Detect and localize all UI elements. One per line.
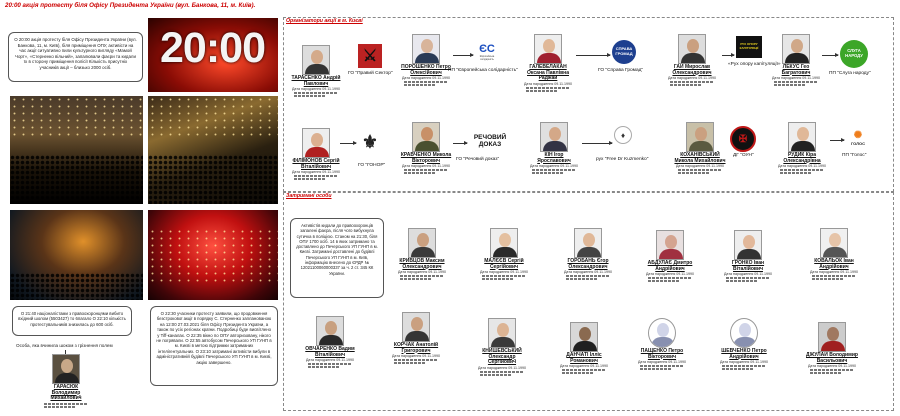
note-2140: О 21:40 націоналістами з правоохоронцями вибито вхідний шолом (5503427) то 6пагало О 22:10 кількість протестувальників знизилась до 600 осіб.	[18, 311, 126, 327]
person-info-line	[404, 172, 436, 174]
person-info-line	[532, 169, 576, 171]
crowd-night	[148, 155, 278, 204]
org-sluga-narodu: ПП "Слуга народу"	[829, 71, 871, 76]
org-eu-solidarity: ПП "Європейська солідарність"	[448, 68, 518, 73]
note-hanged: Особа, яка вчинила шоком з грізнення полем	[16, 343, 113, 348]
avatar	[490, 228, 518, 258]
person-dob: Дата народження 09.11.1990	[306, 358, 354, 362]
person-dob: Дата народження 09.11.1990	[478, 365, 526, 370]
link-filimonov-gonor	[340, 143, 356, 144]
person-info-line	[640, 365, 684, 367]
person-info-line	[44, 403, 88, 405]
person-info-line	[810, 369, 854, 371]
org-holos: ПП "Голос"	[842, 153, 867, 158]
person-name: ФІЛІМОНОВ Сергій Віталійович	[292, 158, 340, 170]
person-dob: Дата народження 09.11.1990	[564, 270, 612, 274]
person-knyshevskyi	[476, 318, 528, 380]
intro-text-box	[8, 32, 143, 82]
person-abdulaie	[644, 230, 696, 292]
avatar	[570, 322, 598, 352]
person-name: КІН Ігор Ярославович	[537, 152, 571, 164]
person-dzhulai	[806, 322, 858, 384]
building-lights	[148, 96, 278, 139]
org-rux-oporu: «Рух опору капітуляції»	[728, 62, 781, 67]
person-name: ЛЕКУС Гео Багратович	[781, 64, 811, 76]
avatar	[540, 122, 568, 152]
pravyi-sektor-logo: ⚔	[358, 44, 382, 68]
person-dob: Дата народження 09.11.1990	[402, 76, 450, 80]
person-dob: Дата народження 09.11.1990	[392, 354, 440, 358]
person-kovalok	[808, 228, 860, 290]
person-info-line	[294, 92, 338, 94]
link-galevelakan-sprava	[576, 55, 610, 56]
person-name: ГАЙ Мирослав Олександрович	[672, 64, 712, 76]
page-title: 20:00 акція протесту біля Офісу Президента України (вул. Банкова, 11, м. Київ).	[5, 2, 256, 9]
person-info-line	[394, 359, 438, 361]
person-dob: Дата народження 09.11.1990	[724, 272, 772, 276]
person-info-line	[294, 175, 338, 177]
person-dob: Дата народження 09.11.1990	[668, 76, 716, 80]
person-dob: Дата народження 09.11.1990	[398, 270, 446, 274]
avatar	[648, 318, 676, 348]
person-shevchenko	[718, 318, 770, 380]
person-dob: Дата народження 09.11.1990	[646, 272, 694, 276]
sluga-narodu-logo	[840, 40, 868, 68]
person-info-line	[670, 81, 714, 83]
person-dob: Дата народження 09.11.1990	[778, 164, 826, 168]
intro-text: О 20:00 акція протесту біля Офісу Президента України (вул. Банкова, 11, м. Київ), біля приміщення ОПУ, активісти на час акції ситуативно пили культурного вигляду «Мамой Чорт», «Стерненко вільний», запалювали фаєри та кидали їх в сторону приміщення полісії Кількість присутніх учасників акції – близько 2000 осіб.	[14, 37, 137, 70]
eu-solidarity-sub: Європейська солідарність	[479, 55, 495, 61]
eu-solidarity-logo	[475, 40, 499, 64]
person-dob: Дата народження 09.11.1990	[524, 81, 572, 86]
person-info-line	[482, 278, 514, 280]
detained-text: Активістів кидали до правоохоронців запалені фаєра, після чого вибухнула сутичка в поліцією. Станом на 21:30, біля ОПУ 1700 осіб. 14 в яких затримано та доставлено до Печерського УП ГУНП в м. Києві. Затримані доставлені до будівлі Печерського УП ГУНП в м. Київ, інформацію внесено до ЄРДР № 12021100060000337 за ч. 2 ст. 345 КК України.	[296, 223, 378, 276]
link-rudyk-holos	[830, 140, 844, 141]
gonor-logo: ⚜	[361, 131, 379, 152]
rechovyi-dokaz-logo: РЕЧОВИЙ ДОКАЗ	[473, 134, 507, 148]
person-info-line	[648, 277, 692, 279]
person-info-line	[670, 84, 702, 86]
person-info-line	[294, 95, 326, 97]
sprava-gromad-logo	[612, 40, 636, 64]
person-name: ОВЧАРЕНКО Вадим Віталійович	[305, 346, 355, 358]
person-name: МАЛЄЄВ Сергій Сергійович	[484, 258, 524, 270]
person-info-line	[722, 365, 766, 367]
avatar	[316, 316, 344, 346]
person-info-line	[726, 277, 770, 279]
avatar	[686, 122, 714, 152]
person-info-line	[480, 371, 524, 373]
avatar	[488, 318, 516, 348]
avatar	[820, 228, 848, 258]
person-name: ПОРОШЕНКО Петро Олексійович	[401, 64, 451, 76]
note-2230-box	[150, 306, 278, 386]
person-info-line	[404, 84, 436, 86]
person-danchati	[558, 322, 610, 384]
rux-oporu-mark: РУХ ОПОРУ КАПІТУЛЯЦІЇ	[739, 42, 759, 50]
free-kuzmenko-logo: ♦	[614, 126, 632, 144]
person-filimonov	[290, 128, 342, 190]
avatar	[302, 128, 330, 158]
person-info-line	[722, 368, 754, 370]
person-poroshenko	[400, 34, 452, 96]
person-info-line	[526, 90, 558, 92]
person-info-line	[566, 275, 610, 277]
person-kin	[528, 122, 580, 184]
crowd-silhouettes	[10, 155, 143, 204]
person-info-line	[526, 87, 570, 89]
person-info-line	[678, 169, 722, 171]
person-name: ГАЛЕВЕЛАКАН Оксана Павлівна Раджай	[527, 64, 569, 81]
org-free-kuzmenko: рух "Free Dr Kuzmenko"	[596, 157, 649, 162]
person-ovcharenko	[304, 316, 356, 378]
person-info-line	[678, 172, 710, 174]
holos-icon: ✺	[853, 130, 863, 141]
person-name: ГОРОБАНЬ Єгор Олександрович	[567, 258, 609, 270]
person-dob: Дата народження 09.11.1990	[530, 164, 578, 168]
detained-text-box	[290, 218, 384, 298]
person-lekus	[770, 34, 822, 96]
avatar	[52, 354, 80, 384]
person-info-line	[562, 369, 606, 371]
flare-sparks	[148, 228, 278, 282]
detained-label: Затримані особи	[286, 193, 332, 199]
person-info-line	[726, 280, 758, 282]
person-kravchenko	[400, 122, 452, 184]
photo-time-overlay: 20:00	[160, 24, 265, 72]
person-info-line	[780, 172, 812, 174]
avatar	[734, 230, 762, 260]
person-info-line	[810, 372, 842, 374]
person-info-line	[648, 280, 680, 282]
person-galevelakan	[522, 34, 574, 96]
person-dob: Дата народження 09.11.1990	[810, 270, 858, 274]
avatar	[656, 230, 684, 260]
person-info-line	[308, 363, 352, 365]
avatar	[818, 322, 846, 352]
person-info-line	[400, 275, 444, 277]
person-info-line	[394, 362, 426, 364]
person-info-line	[774, 84, 806, 86]
person-name: РУДИК Кіра Олександрівна	[783, 152, 821, 164]
person-dob: Дата народження 09.11.1990	[638, 360, 686, 364]
person-info-line	[404, 169, 448, 171]
avatar	[302, 45, 330, 75]
oun-logo: ✠	[730, 126, 756, 152]
crowd-fire	[10, 273, 143, 300]
person-dob: Дата народження 09.11.1990	[292, 170, 340, 174]
protest-photo-building	[148, 96, 278, 204]
person-info-line	[532, 172, 564, 174]
person-info-line	[404, 81, 448, 83]
link-gai-rux	[722, 55, 734, 56]
holos-logo	[846, 126, 870, 150]
person-dob: Дата народження 09.11.1990	[720, 360, 768, 364]
person-kryvtsov	[396, 228, 448, 290]
org-rechovyi-dokaz: ГО "Речовий доказ"	[456, 157, 500, 162]
person-name: КОВАЛЬОК Іван Андрійович	[814, 258, 854, 270]
link-poroshenko-es	[453, 55, 473, 56]
person-name: КНИШЕВСЬКИЙ Олександр Сергійович	[482, 348, 522, 365]
protest-photo-crowd	[10, 96, 143, 204]
person-gai	[666, 34, 718, 96]
person-name: КРАВЧЕНКО Микола Вікторович	[400, 152, 452, 164]
holos-mark: ГОЛОС	[850, 141, 866, 146]
organizers-label: Організатори акції в м. Києві	[286, 18, 363, 24]
avatar	[678, 34, 706, 64]
org-oun: ДГ "ОУН"	[733, 153, 754, 158]
street-lights	[10, 96, 143, 139]
link-lekus-sluga	[822, 55, 838, 56]
org-gonor: ГО "ГОНОР"	[358, 163, 386, 168]
avatar	[412, 122, 440, 152]
person-name: ПАЩЕНКО Петро Вікторович	[640, 348, 684, 360]
person-name: КОРЧАК Анатолій Григорович	[393, 342, 439, 354]
person-hronko	[722, 230, 774, 292]
protest-photo-fire	[10, 210, 143, 300]
person-info-line	[294, 178, 326, 180]
person-name: ШЕВЧЕНКО Петро Андрійович	[721, 348, 767, 360]
person-name: ТАРАСЕНКО Андрій Павлович	[291, 75, 341, 87]
avatar	[402, 312, 430, 342]
note-2230: О 22:30 учасники протесту заявили, що продовження безстрокової акції в порядку С. Стерненко запланованою на 12:00 27.03.2021 біля Офісу Президента України, а також по усіх регіонах країни. Подробиці буде висвітлено у Tiff-каналах. О 22:35 вікно по ОПУ авторизовану, нікого не погрявали. О 22:55 автобусом Печерського УП ГУНП в м. Києві в метою підтримки затриманих інтелігентуальних. О 23:10 затримані активісти вибули в адміністративній будівлі Печерського УП ГУНП в м. Києві, акцію завершено.	[156, 311, 272, 365]
person-name: АБДУЛАЄ Дмитро Андрійович	[647, 260, 693, 272]
person-malieiev	[478, 228, 530, 290]
eu-solidarity-mark: ЄС	[479, 43, 495, 55]
person-info-line	[482, 275, 526, 277]
person-tarasenko	[290, 45, 342, 107]
avatar	[408, 228, 436, 258]
person-rudyk	[776, 122, 828, 184]
rux-oporu-logo	[736, 36, 762, 58]
person-info-line	[400, 278, 432, 280]
note-2140-box	[12, 306, 132, 336]
person-dob: Дата народження 09.11.1990	[772, 76, 820, 80]
link-kin-free	[582, 143, 612, 144]
link-kravchenko-doc	[453, 143, 467, 144]
avatar	[534, 34, 562, 64]
org-sprava-gromad: ГО "Справа Громад"	[598, 68, 644, 73]
sluga-narodu-mark: СЛУГА НАРОДУ	[845, 48, 863, 58]
person-pashchenko	[636, 318, 688, 380]
sprava-gromad-mark: СПРАВА ГРОМАД	[615, 46, 633, 56]
person-name: ГРОНКО Іван Віталійович	[731, 260, 765, 272]
person-info-line	[308, 366, 340, 368]
person-name: ГАРАСЮК Володимир Михайлович	[50, 384, 82, 401]
person-dob: Дата народження 09.11.1990	[560, 364, 608, 368]
person-dob: Дата народження 09.11.1990	[480, 270, 528, 274]
person-info-line	[774, 81, 818, 83]
person-name: ДЖУЛАЙ Володимир Васильович	[806, 352, 858, 364]
avatar	[782, 34, 810, 64]
person-info-line	[562, 372, 594, 374]
person-dob: Дата народження 09.11.1990	[676, 164, 724, 168]
person-info-line	[812, 278, 844, 280]
avatar	[412, 34, 440, 64]
person-name: КОХАНІВСЬКИЙ Микола Михайлович	[674, 152, 726, 164]
person-info-line	[812, 275, 856, 277]
person-info-line	[566, 278, 598, 280]
person-dob: Дата народження 09.11.1990	[292, 87, 340, 91]
org-pravyi-sektor: ГО "Правий Сектор"	[348, 71, 393, 76]
person-info-line	[780, 169, 824, 171]
person-horoban	[562, 228, 614, 290]
person-korchak	[390, 312, 442, 374]
person-dob: Дата народження 09.11.1990	[402, 164, 450, 168]
avatar	[730, 318, 758, 348]
protest-photo-flares	[148, 210, 278, 300]
avatar	[788, 122, 816, 152]
person-garasyuk	[40, 354, 92, 416]
person-kokhanivskyi	[674, 122, 726, 184]
person-name: ДАНЧАТІ Ілліс Романович	[566, 352, 602, 364]
person-dob: Дата народження 09.11.1990	[808, 364, 856, 368]
person-info-line	[480, 374, 512, 376]
avatar	[574, 228, 602, 258]
person-info-line	[640, 368, 672, 370]
person-name: КРИВЦОВ Максим Олександрович	[399, 258, 445, 270]
person-info-line	[44, 406, 76, 408]
protest-photo-2000	[148, 18, 278, 92]
